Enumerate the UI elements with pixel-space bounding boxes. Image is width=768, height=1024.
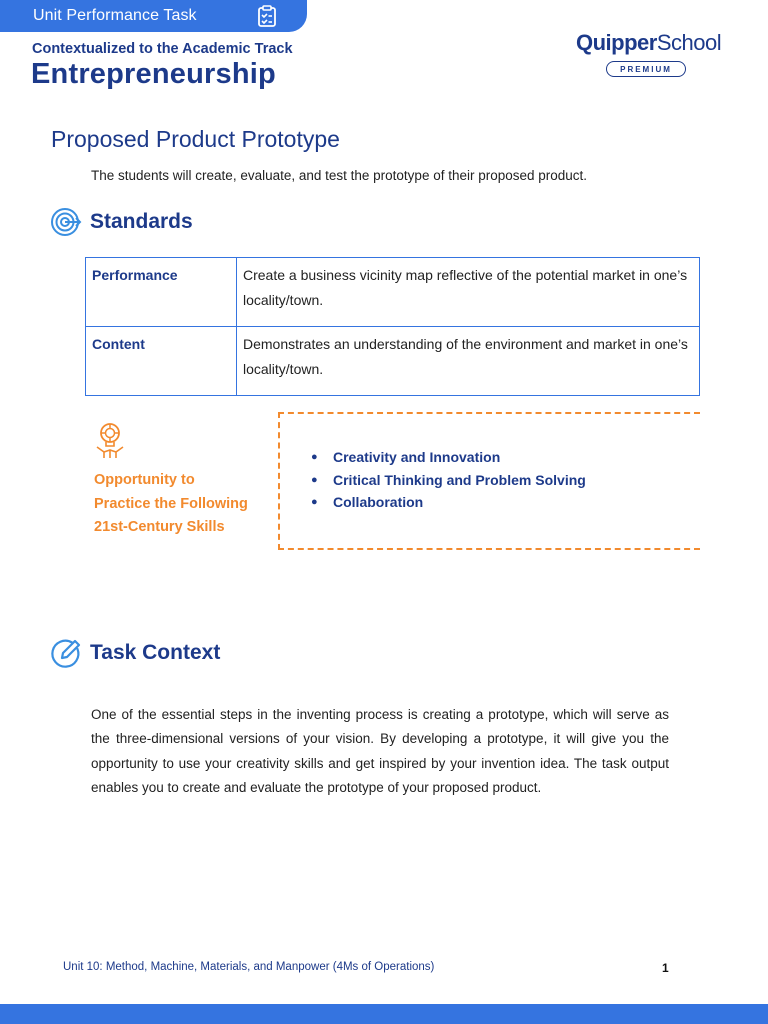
skills-label-line: Practice the Following xyxy=(94,495,248,512)
pencil-circle-icon xyxy=(50,637,82,669)
standard-label-performance: Performance xyxy=(86,258,237,327)
skills-label xyxy=(94,469,269,540)
standards-heading xyxy=(50,206,193,238)
task-context-heading xyxy=(50,637,220,669)
standard-label-content: Content xyxy=(86,327,237,396)
skills-list xyxy=(311,446,586,514)
standards-table xyxy=(85,257,700,396)
table-row xyxy=(86,327,700,396)
bottom-bar xyxy=(0,1004,768,1024)
list-item: ● Collaboration xyxy=(311,491,586,514)
unit-performance-task-tab xyxy=(0,0,307,32)
track-context-line: Contextualized to the Academic Track xyxy=(32,41,293,57)
task-context-heading-text: Task Context xyxy=(90,641,221,664)
standard-value-performance: Create a business vicinity map reflective of the potential market in one’s locality/town. xyxy=(237,258,700,327)
skills-box xyxy=(278,412,700,550)
tab-label: Unit Performance Task xyxy=(33,7,197,24)
standards-heading-text: Standards xyxy=(90,210,193,233)
brand-wordmark-regular: School xyxy=(656,30,722,55)
target-icon xyxy=(50,206,82,238)
footer-unit-text: Unit 10: Method, Machine, Materials, and Manpower (4Ms of Operations) xyxy=(63,961,435,973)
list-item: ● Creativity and Innovation xyxy=(311,446,586,469)
skills-label-line: 21st-Century Skills xyxy=(94,519,225,535)
subject-title: Entrepreneurship xyxy=(31,58,276,90)
clipboard-check-icon xyxy=(257,5,277,27)
table-row xyxy=(86,258,700,327)
quipper-school-logo xyxy=(576,30,726,80)
premium-badge: PREMIUM xyxy=(606,61,686,77)
section-description: The students will create, evaluate, and test the prototype of their proposed product. xyxy=(91,168,588,183)
task-context-body: One of the essential steps in the inventing process is creating a prototype, which will serve as the three-dimensional versions of your vision. By developing a prototype, it will give you the opportunity to use your creativity skills and get inspired by your invention idea. The task output enables you to create and evaluate the prototype of your proposed product. xyxy=(91,707,669,795)
standard-value-content: Demonstrates an understanding of the environment and market in one’s locality/town. xyxy=(237,327,700,396)
list-item: ● Critical Thinking and Problem Solving xyxy=(311,469,586,492)
section-title: Proposed Product Prototype xyxy=(51,126,340,152)
skills-label-line: Opportunity to xyxy=(94,472,195,488)
page-number: 1 xyxy=(662,961,669,975)
lightbulb-hands-icon xyxy=(94,421,126,461)
brand-wordmark-bold: Quipper xyxy=(576,30,657,55)
brand-wordmark xyxy=(576,30,726,56)
